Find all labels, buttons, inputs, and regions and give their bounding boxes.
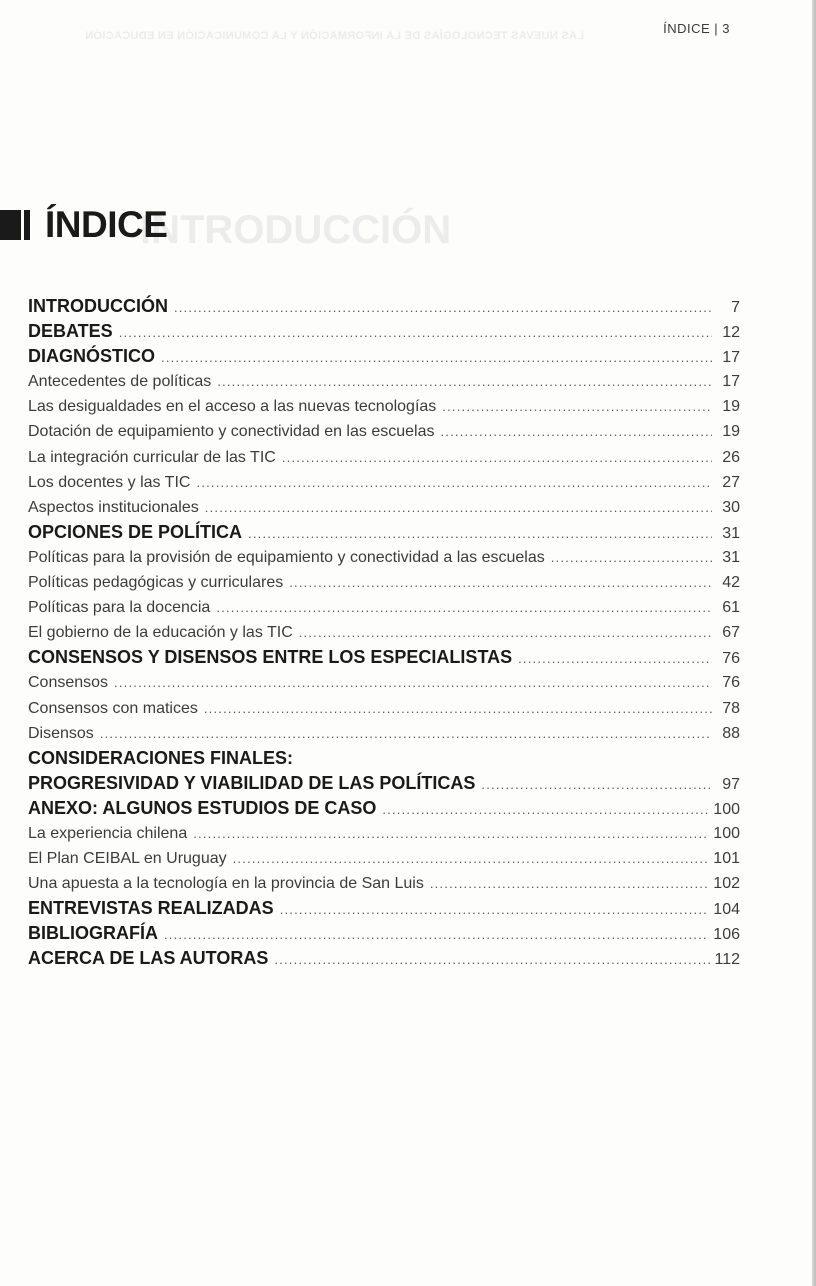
toc-leader-dots bbox=[119, 320, 712, 344]
toc-entry-label: Políticas para la docencia bbox=[28, 599, 211, 617]
toc-leader-dots bbox=[216, 595, 712, 620]
toc-page-number: 12 bbox=[722, 324, 740, 342]
toc-entry-label: Aspectos institucionales bbox=[28, 498, 199, 516]
toc-entry-label: Políticas para la provisión de equipamiento y conectividad a las escuelas bbox=[28, 548, 545, 566]
toc-entry bbox=[28, 821, 740, 846]
toc-page-number: 76 bbox=[722, 650, 740, 668]
toc-entry bbox=[28, 771, 740, 796]
toc-page-number: 26 bbox=[722, 448, 740, 466]
toc-entry bbox=[28, 369, 740, 394]
toc-leader-dots bbox=[551, 545, 712, 570]
toc-leader-dots bbox=[382, 797, 709, 821]
toc-page-number: 17 bbox=[722, 349, 740, 367]
toc-leader-dots bbox=[100, 721, 712, 746]
toc-entry bbox=[28, 445, 740, 470]
toc-entry-label: ACERCA DE LAS AUTORAS bbox=[28, 948, 269, 969]
toc-entry-label: Antecedentes de políticas bbox=[28, 373, 212, 391]
toc-entry bbox=[28, 796, 740, 821]
toc-leader-dots bbox=[274, 947, 710, 971]
toc-leader-dots bbox=[161, 345, 712, 369]
toc-entry-label: Las desigualdades en el acceso a las nuevas tecnologías bbox=[28, 398, 437, 416]
toc-entry-label: Disensos bbox=[28, 724, 94, 742]
toc-page-number: 104 bbox=[713, 901, 740, 919]
toc-entry bbox=[28, 696, 740, 721]
page-edge bbox=[812, 0, 816, 1286]
toc-page-number: 76 bbox=[722, 674, 740, 692]
toc-entry bbox=[28, 570, 740, 595]
toc-leader-dots bbox=[442, 394, 712, 419]
toc-leader-dots bbox=[282, 445, 712, 470]
toc-leader-dots bbox=[299, 620, 712, 645]
toc-leader-dots bbox=[430, 871, 709, 896]
toc-entry-label: CONSIDERACIONES FINALES: bbox=[28, 747, 294, 768]
toc-page-number: 102 bbox=[713, 875, 740, 893]
toc-entry-label: ENTREVISTAS REALIZADAS bbox=[28, 898, 274, 919]
toc-page-number: 19 bbox=[722, 423, 740, 441]
toc-entry-label: El gobierno de la educación y las TIC bbox=[28, 624, 293, 642]
title-bar-mark-thin bbox=[24, 210, 30, 240]
toc-leader-dots bbox=[204, 696, 712, 721]
toc-entry bbox=[28, 721, 740, 746]
toc-page-number: 88 bbox=[722, 724, 740, 742]
toc-page-number: 106 bbox=[713, 926, 740, 944]
toc-page-number: 19 bbox=[722, 398, 740, 416]
toc-leader-dots bbox=[114, 670, 712, 695]
title-bar-mark bbox=[0, 210, 21, 240]
page-title: ÍNDICE bbox=[45, 204, 168, 245]
toc-entry bbox=[28, 921, 740, 946]
toc-page-number: 30 bbox=[722, 498, 740, 516]
toc-leader-dots bbox=[280, 897, 710, 921]
toc-leader-dots bbox=[233, 846, 710, 871]
toc-page-number: 101 bbox=[713, 850, 740, 868]
toc-entry bbox=[28, 394, 740, 419]
toc-entry-label: DEBATES bbox=[28, 321, 113, 342]
toc-entry-label: DIAGNÓSTICO bbox=[28, 346, 156, 367]
toc-entry-label: Una apuesta a la tecnología en la provincia de San Luis bbox=[28, 875, 424, 893]
toc-page-number: 31 bbox=[722, 548, 740, 566]
toc-page-number: 78 bbox=[722, 699, 740, 717]
toc-entry bbox=[28, 344, 740, 369]
toc-entry-label: INTRODUCCIÓN bbox=[28, 296, 168, 316]
toc-entry-label: La integración curricular de las TIC bbox=[28, 448, 276, 466]
toc-leader-dots bbox=[440, 419, 712, 444]
toc-entry bbox=[28, 470, 740, 495]
toc-entry bbox=[28, 946, 740, 971]
toc-entry-label: La experiencia chilena bbox=[28, 824, 188, 842]
toc-entry-label: ANEXO: ALGUNOS ESTUDIOS DE CASO bbox=[28, 797, 377, 818]
toc-leader-dots bbox=[518, 646, 712, 670]
toc-entry bbox=[28, 645, 740, 670]
toc-page-number: 100 bbox=[713, 824, 740, 842]
toc-entry-label: Consensos bbox=[28, 674, 109, 692]
title-block bbox=[0, 203, 167, 247]
toc-leader-dots bbox=[289, 570, 712, 595]
toc-entry bbox=[28, 896, 740, 921]
toc-leader-dots bbox=[205, 495, 712, 520]
toc-entry-label: CONSENSOS Y DISENSOS ENTRE LOS ESPECIALISTAS bbox=[28, 647, 513, 668]
toc-entry bbox=[28, 294, 740, 319]
toc-leader-dots bbox=[196, 470, 712, 495]
toc-page-number: 97 bbox=[722, 775, 740, 793]
toc-page-number: 27 bbox=[722, 473, 740, 491]
toc-entry bbox=[28, 871, 740, 896]
toc-entry-label: Los docentes y las TIC bbox=[28, 473, 191, 491]
toc-entry-label: Dotación de equipamiento y conectividad en las escuelas bbox=[28, 423, 435, 441]
toc-entry bbox=[28, 746, 740, 771]
toc-page-number: 61 bbox=[722, 599, 740, 617]
toc-entry bbox=[28, 319, 740, 344]
toc-leader-dots bbox=[248, 521, 712, 545]
toc-entry-label: Políticas pedagógicas y curriculares bbox=[28, 574, 284, 592]
toc-entry bbox=[28, 846, 740, 871]
toc-page-number: 7 bbox=[731, 299, 740, 316]
running-head: ÍNDICE | 3 bbox=[663, 21, 730, 36]
bleed-through-header: LAS NUEVAS TECNOLOGÍAS DE LA INFORMACIÓN Y LA COMUNICACIÓN EN EDUCACIÓN bbox=[85, 30, 584, 42]
toc-page-number: 17 bbox=[722, 373, 740, 391]
toc-entry bbox=[28, 545, 740, 570]
toc-page-number: 31 bbox=[722, 524, 740, 542]
toc-entry-label: BIBLIOGRAFÍA bbox=[28, 923, 158, 944]
toc-entry bbox=[28, 620, 740, 645]
toc-page-number: 100 bbox=[713, 800, 740, 818]
toc-leader-dots bbox=[481, 772, 712, 796]
toc-leader-dots bbox=[164, 922, 709, 946]
toc-entry-label: OPCIONES DE POLÍTICA bbox=[28, 521, 243, 542]
toc-page-number: 67 bbox=[722, 624, 740, 642]
toc-leader-dots bbox=[217, 369, 712, 394]
toc-leader-dots bbox=[193, 821, 709, 846]
toc-entry-label: El Plan CEIBAL en Uruguay bbox=[28, 850, 227, 868]
toc-entry-label: Consensos con matices bbox=[28, 699, 198, 717]
toc-page-number: 42 bbox=[722, 574, 740, 592]
toc-page-number: 112 bbox=[714, 951, 740, 969]
table-of-contents bbox=[28, 294, 740, 972]
bleed-through-title: INTRODUCCIÓN bbox=[140, 208, 452, 252]
toc-entry bbox=[28, 520, 740, 545]
toc-entry-label: PROGRESIVIDAD Y VIABILIDAD DE LAS POLÍTICAS bbox=[28, 772, 476, 793]
toc-entry bbox=[28, 419, 740, 444]
toc-entry bbox=[28, 595, 740, 620]
toc-entry bbox=[28, 670, 740, 695]
toc-entry bbox=[28, 495, 740, 520]
toc-leader-dots bbox=[174, 295, 712, 319]
